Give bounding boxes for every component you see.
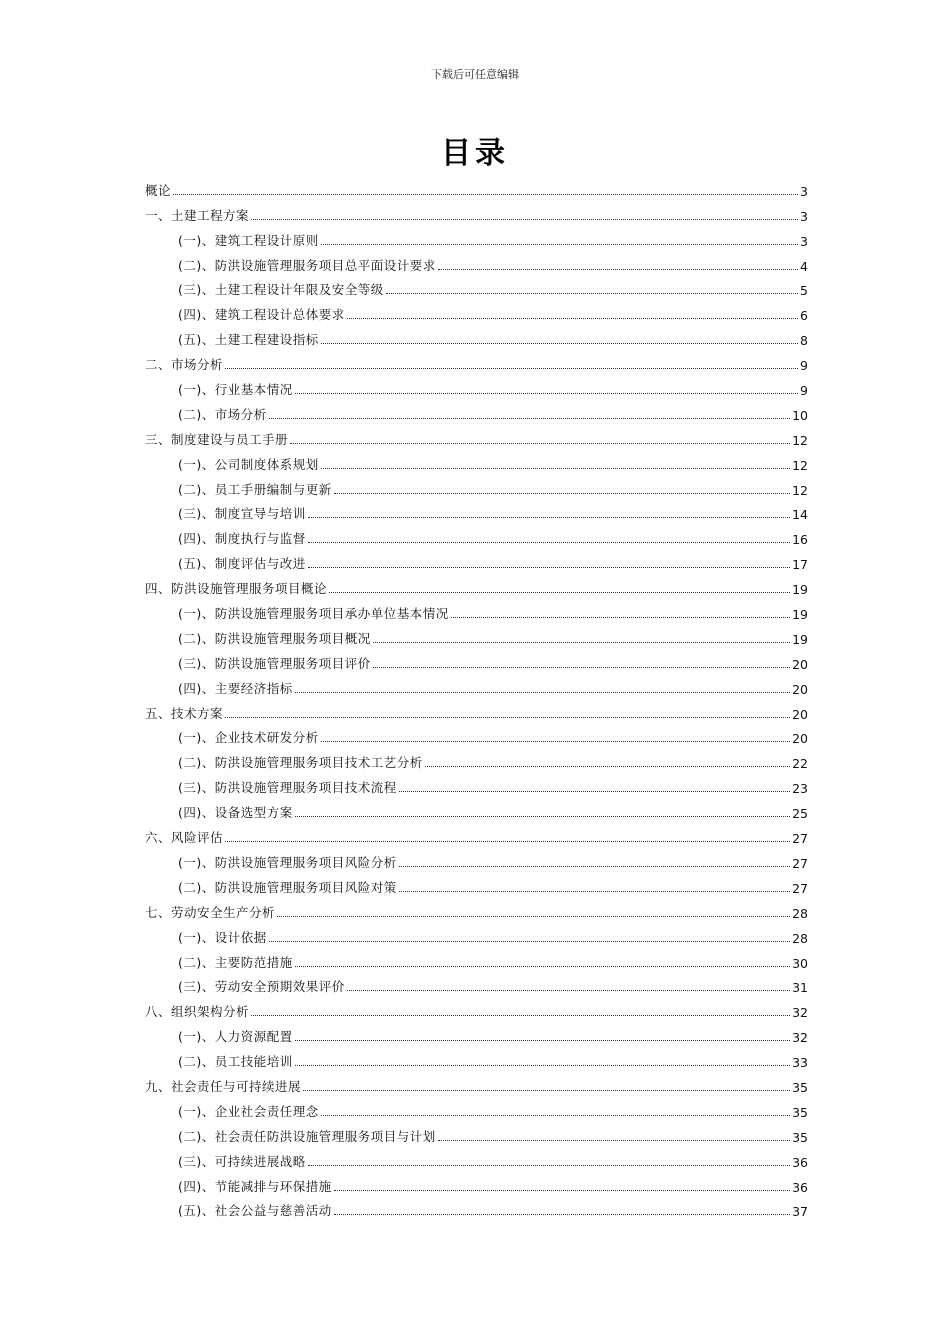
toc-entry[interactable] (145, 1095, 808, 1120)
toc-leader-dots (451, 617, 790, 618)
toc-leader-dots (399, 866, 790, 867)
toc-entry-label: (四)、节能减排与环保措施 (178, 1178, 332, 1194)
toc-entry[interactable] (145, 498, 808, 523)
toc-entry-label: (二)、社会责任防洪设施管理服务项目与计划 (178, 1128, 436, 1144)
toc-leader-dots (425, 766, 790, 767)
toc-entry-label: 八、组织架构分析 (145, 1004, 250, 1020)
toc-entry-label: 三、制度建设与员工手册 (145, 431, 289, 447)
toc-leader-dots (321, 244, 798, 245)
toc-leader-dots (173, 194, 798, 195)
toc-leader-dots (308, 1165, 790, 1166)
toc-leader-dots (386, 293, 798, 294)
toc-entry[interactable] (145, 1145, 808, 1170)
toc-entry[interactable] (145, 398, 808, 423)
toc-entry-page-number: 20 (792, 681, 808, 697)
toc-leader-dots (373, 642, 790, 643)
toc-entry-page-number: 32 (792, 1030, 808, 1046)
toc-entry-page-number: 36 (792, 1179, 808, 1195)
toc-leader-dots (225, 368, 798, 369)
toc-entry[interactable] (145, 547, 808, 572)
toc-entry[interactable] (145, 921, 808, 946)
toc-entry-label: 四、防洪设施管理服务项目概论 (145, 581, 328, 597)
toc-entry[interactable] (145, 1070, 808, 1095)
toc-entry[interactable] (145, 1170, 808, 1195)
toc-leader-dots (251, 1015, 790, 1016)
toc-leader-dots (295, 692, 790, 693)
toc-entry[interactable] (145, 1020, 808, 1045)
page-title: 目录 (441, 136, 509, 171)
toc-entry-label: 七、劳动安全生产分析 (145, 904, 276, 920)
toc-entry[interactable] (145, 1195, 808, 1220)
toc-entry-label: (三)、防洪设施管理服务项目技术流程 (178, 780, 397, 796)
toc-entry-page-number: 19 (792, 631, 808, 647)
toc-entry-page-number: 12 (792, 457, 808, 473)
toc-entry[interactable] (145, 971, 808, 996)
toc-entry-page-number: 6 (800, 308, 808, 324)
toc-leader-dots (225, 717, 790, 718)
toc-leader-dots (269, 941, 790, 942)
toc-entry-page-number: 35 (792, 1104, 808, 1120)
toc-entry[interactable] (145, 274, 808, 299)
toc-entry[interactable] (145, 622, 808, 647)
toc-entry-page-number: 3 (800, 233, 808, 249)
toc-entry[interactable] (145, 522, 808, 547)
toc-leader-dots (290, 443, 790, 444)
toc-entry[interactable] (145, 224, 808, 249)
toc-leader-dots (295, 1065, 790, 1066)
toc-entry-page-number: 28 (792, 905, 808, 921)
toc-entry-page-number: 36 (792, 1154, 808, 1170)
toc-leader-dots (277, 916, 790, 917)
toc-entry-page-number: 9 (800, 383, 808, 399)
toc-entry[interactable] (145, 1045, 808, 1070)
toc-leader-dots (251, 219, 798, 220)
toc-entry[interactable] (145, 846, 808, 871)
toc-leader-dots (347, 318, 798, 319)
toc-entry[interactable] (145, 572, 808, 597)
toc-entry-label: (三)、土建工程设计年限及安全等级 (178, 282, 384, 298)
toc-entry[interactable] (145, 448, 808, 473)
toc-entry-page-number: 30 (792, 955, 808, 971)
toc-entry[interactable] (145, 771, 808, 796)
toc-entry-label: (二)、防洪设施管理服务项目总平面设计要求 (178, 257, 436, 273)
toc-entry[interactable] (145, 373, 808, 398)
toc-entry-page-number: 32 (792, 1005, 808, 1021)
toc-leader-dots (438, 1140, 790, 1141)
toc-entry-label: (五)、制度评估与改进 (178, 556, 306, 572)
toc-entry[interactable] (145, 323, 808, 348)
toc-entry-page-number: 10 (792, 407, 808, 423)
toc-entry-label: (三)、制度宣导与培训 (178, 506, 306, 522)
toc-entry-label: (三)、劳动安全预期效果评价 (178, 979, 345, 995)
toc-entry-page-number: 27 (792, 855, 808, 871)
toc-entry-page-number: 4 (800, 258, 808, 274)
toc-entry[interactable] (145, 821, 808, 846)
toc-entry-page-number: 16 (792, 532, 808, 548)
toc-entry-page-number: 3 (800, 208, 808, 224)
toc-entry[interactable] (145, 946, 808, 971)
toc-entry-label: (一)、行业基本情况 (178, 382, 293, 398)
toc-entry-page-number: 19 (792, 582, 808, 598)
toc-entry-page-number: 19 (792, 607, 808, 623)
toc-leader-dots (334, 493, 790, 494)
toc-leader-dots (329, 592, 790, 593)
toc-leader-dots (269, 418, 790, 419)
toc-entry-page-number: 35 (792, 1079, 808, 1095)
toc-entry-page-number: 22 (792, 756, 808, 772)
toc-entry-page-number: 17 (792, 557, 808, 573)
toc-entry-label: (二)、员工技能培训 (178, 1054, 293, 1070)
toc-entry-page-number: 8 (800, 333, 808, 349)
toc-entry[interactable] (145, 647, 808, 672)
toc-entry-page-number: 20 (792, 706, 808, 722)
toc-entry-label: (二)、主要防范措施 (178, 954, 293, 970)
toc-entry-page-number: 25 (792, 806, 808, 822)
toc-entry-label: (二)、市场分析 (178, 406, 267, 422)
toc-leader-dots (399, 791, 790, 792)
toc-entry-page-number: 3 (800, 183, 808, 199)
toc-entry-page-number: 28 (792, 930, 808, 946)
toc-entry[interactable] (145, 1120, 808, 1145)
toc-entry[interactable] (145, 473, 808, 498)
toc-entry-label: (五)、社会公益与慈善活动 (178, 1203, 332, 1219)
toc-entry-page-number: 20 (792, 731, 808, 747)
toc-entry-label: 六、风险评估 (145, 830, 224, 846)
toc-entry-page-number: 14 (792, 507, 808, 523)
toc-leader-dots (308, 517, 790, 518)
toc-entry-page-number: 20 (792, 656, 808, 672)
toc-entry-label: (一)、公司制度体系规划 (178, 456, 319, 472)
toc-entry-label: (三)、可持续进展战略 (178, 1153, 306, 1169)
toc-entry-label: (三)、防洪设施管理服务项目评价 (178, 655, 371, 671)
toc-leader-dots (308, 542, 790, 543)
toc-entry-label: (一)、企业技术研发分析 (178, 730, 319, 746)
toc-entry-page-number: 33 (792, 1055, 808, 1071)
toc-entry[interactable] (145, 199, 808, 224)
toc-entry-label: (一)、防洪设施管理服务项目承办单位基本情况 (178, 606, 449, 622)
toc-entry-label: (四)、制度执行与监督 (178, 531, 306, 547)
toc-entry-label: (二)、员工手册编制与更新 (178, 481, 332, 497)
toc-leader-dots (303, 1090, 790, 1091)
toc-entry-label: (二)、防洪设施管理服务项目风险对策 (178, 879, 397, 895)
toc-leader-dots (321, 468, 790, 469)
toc-entry[interactable] (145, 298, 808, 323)
toc-entry[interactable] (145, 896, 808, 921)
toc-leader-dots (295, 393, 798, 394)
toc-entry-page-number: 12 (792, 432, 808, 448)
toc-leader-dots (373, 667, 790, 668)
toc-leader-dots (399, 891, 790, 892)
toc-entry[interactable] (145, 174, 808, 199)
table-of-contents (145, 174, 808, 1219)
toc-entry-label: 概论 (145, 182, 172, 198)
toc-leader-dots (308, 567, 790, 568)
toc-entry-page-number: 23 (792, 781, 808, 797)
toc-entry-label: (五)、土建工程建设指标 (178, 332, 319, 348)
toc-entry-label: (一)、人力资源配置 (178, 1029, 293, 1045)
toc-entry[interactable] (145, 348, 808, 373)
toc-entry[interactable] (145, 672, 808, 697)
toc-entry-page-number: 31 (792, 980, 808, 996)
toc-entry[interactable] (145, 722, 808, 747)
toc-leader-dots (321, 343, 798, 344)
toc-leader-dots (321, 741, 790, 742)
toc-entry-page-number: 5 (800, 283, 808, 299)
toc-leader-dots (334, 1190, 790, 1191)
toc-entry-label: (一)、设计依据 (178, 929, 267, 945)
toc-leader-dots (321, 1115, 790, 1116)
toc-leader-dots (295, 966, 790, 967)
toc-entry-label: 一、土建工程方案 (145, 207, 250, 223)
toc-entry-label: (一)、建筑工程设计原则 (178, 232, 319, 248)
toc-entry-label: (二)、防洪设施管理服务项目技术工艺分析 (178, 755, 423, 771)
toc-entry-label: 二、市场分析 (145, 357, 224, 373)
toc-leader-dots (438, 269, 798, 270)
toc-entry[interactable] (145, 746, 808, 771)
toc-entry-page-number: 27 (792, 831, 808, 847)
toc-entry-page-number: 35 (792, 1129, 808, 1145)
toc-entry[interactable] (145, 796, 808, 821)
toc-entry[interactable] (145, 871, 808, 896)
toc-entry-page-number: 9 (800, 358, 808, 374)
toc-entry-page-number: 37 (792, 1204, 808, 1220)
toc-entry-label: (一)、企业社会责任理念 (178, 1103, 319, 1119)
toc-entry-label: (四)、设备选型方案 (178, 805, 293, 821)
toc-entry-label: (四)、建筑工程设计总体要求 (178, 307, 345, 323)
toc-entry-label: (一)、防洪设施管理服务项目风险分析 (178, 854, 397, 870)
toc-leader-dots (225, 841, 790, 842)
toc-entry[interactable] (145, 423, 808, 448)
toc-entry[interactable] (145, 697, 808, 722)
toc-entry-label: (二)、防洪设施管理服务项目概况 (178, 630, 371, 646)
page-header: 下载后可任意编辑 (431, 68, 519, 81)
toc-leader-dots (334, 1214, 790, 1215)
toc-leader-dots (295, 1040, 790, 1041)
toc-entry[interactable] (145, 249, 808, 274)
toc-entry-page-number: 27 (792, 880, 808, 896)
toc-entry-label: 九、社会责任与可持续进展 (145, 1078, 302, 1094)
toc-entry-label: (四)、主要经济指标 (178, 680, 293, 696)
toc-entry[interactable] (145, 597, 808, 622)
toc-leader-dots (347, 990, 790, 991)
toc-entry[interactable] (145, 995, 808, 1020)
toc-entry-page-number: 12 (792, 482, 808, 498)
toc-entry-label: 五、技术方案 (145, 705, 224, 721)
toc-leader-dots (295, 816, 790, 817)
